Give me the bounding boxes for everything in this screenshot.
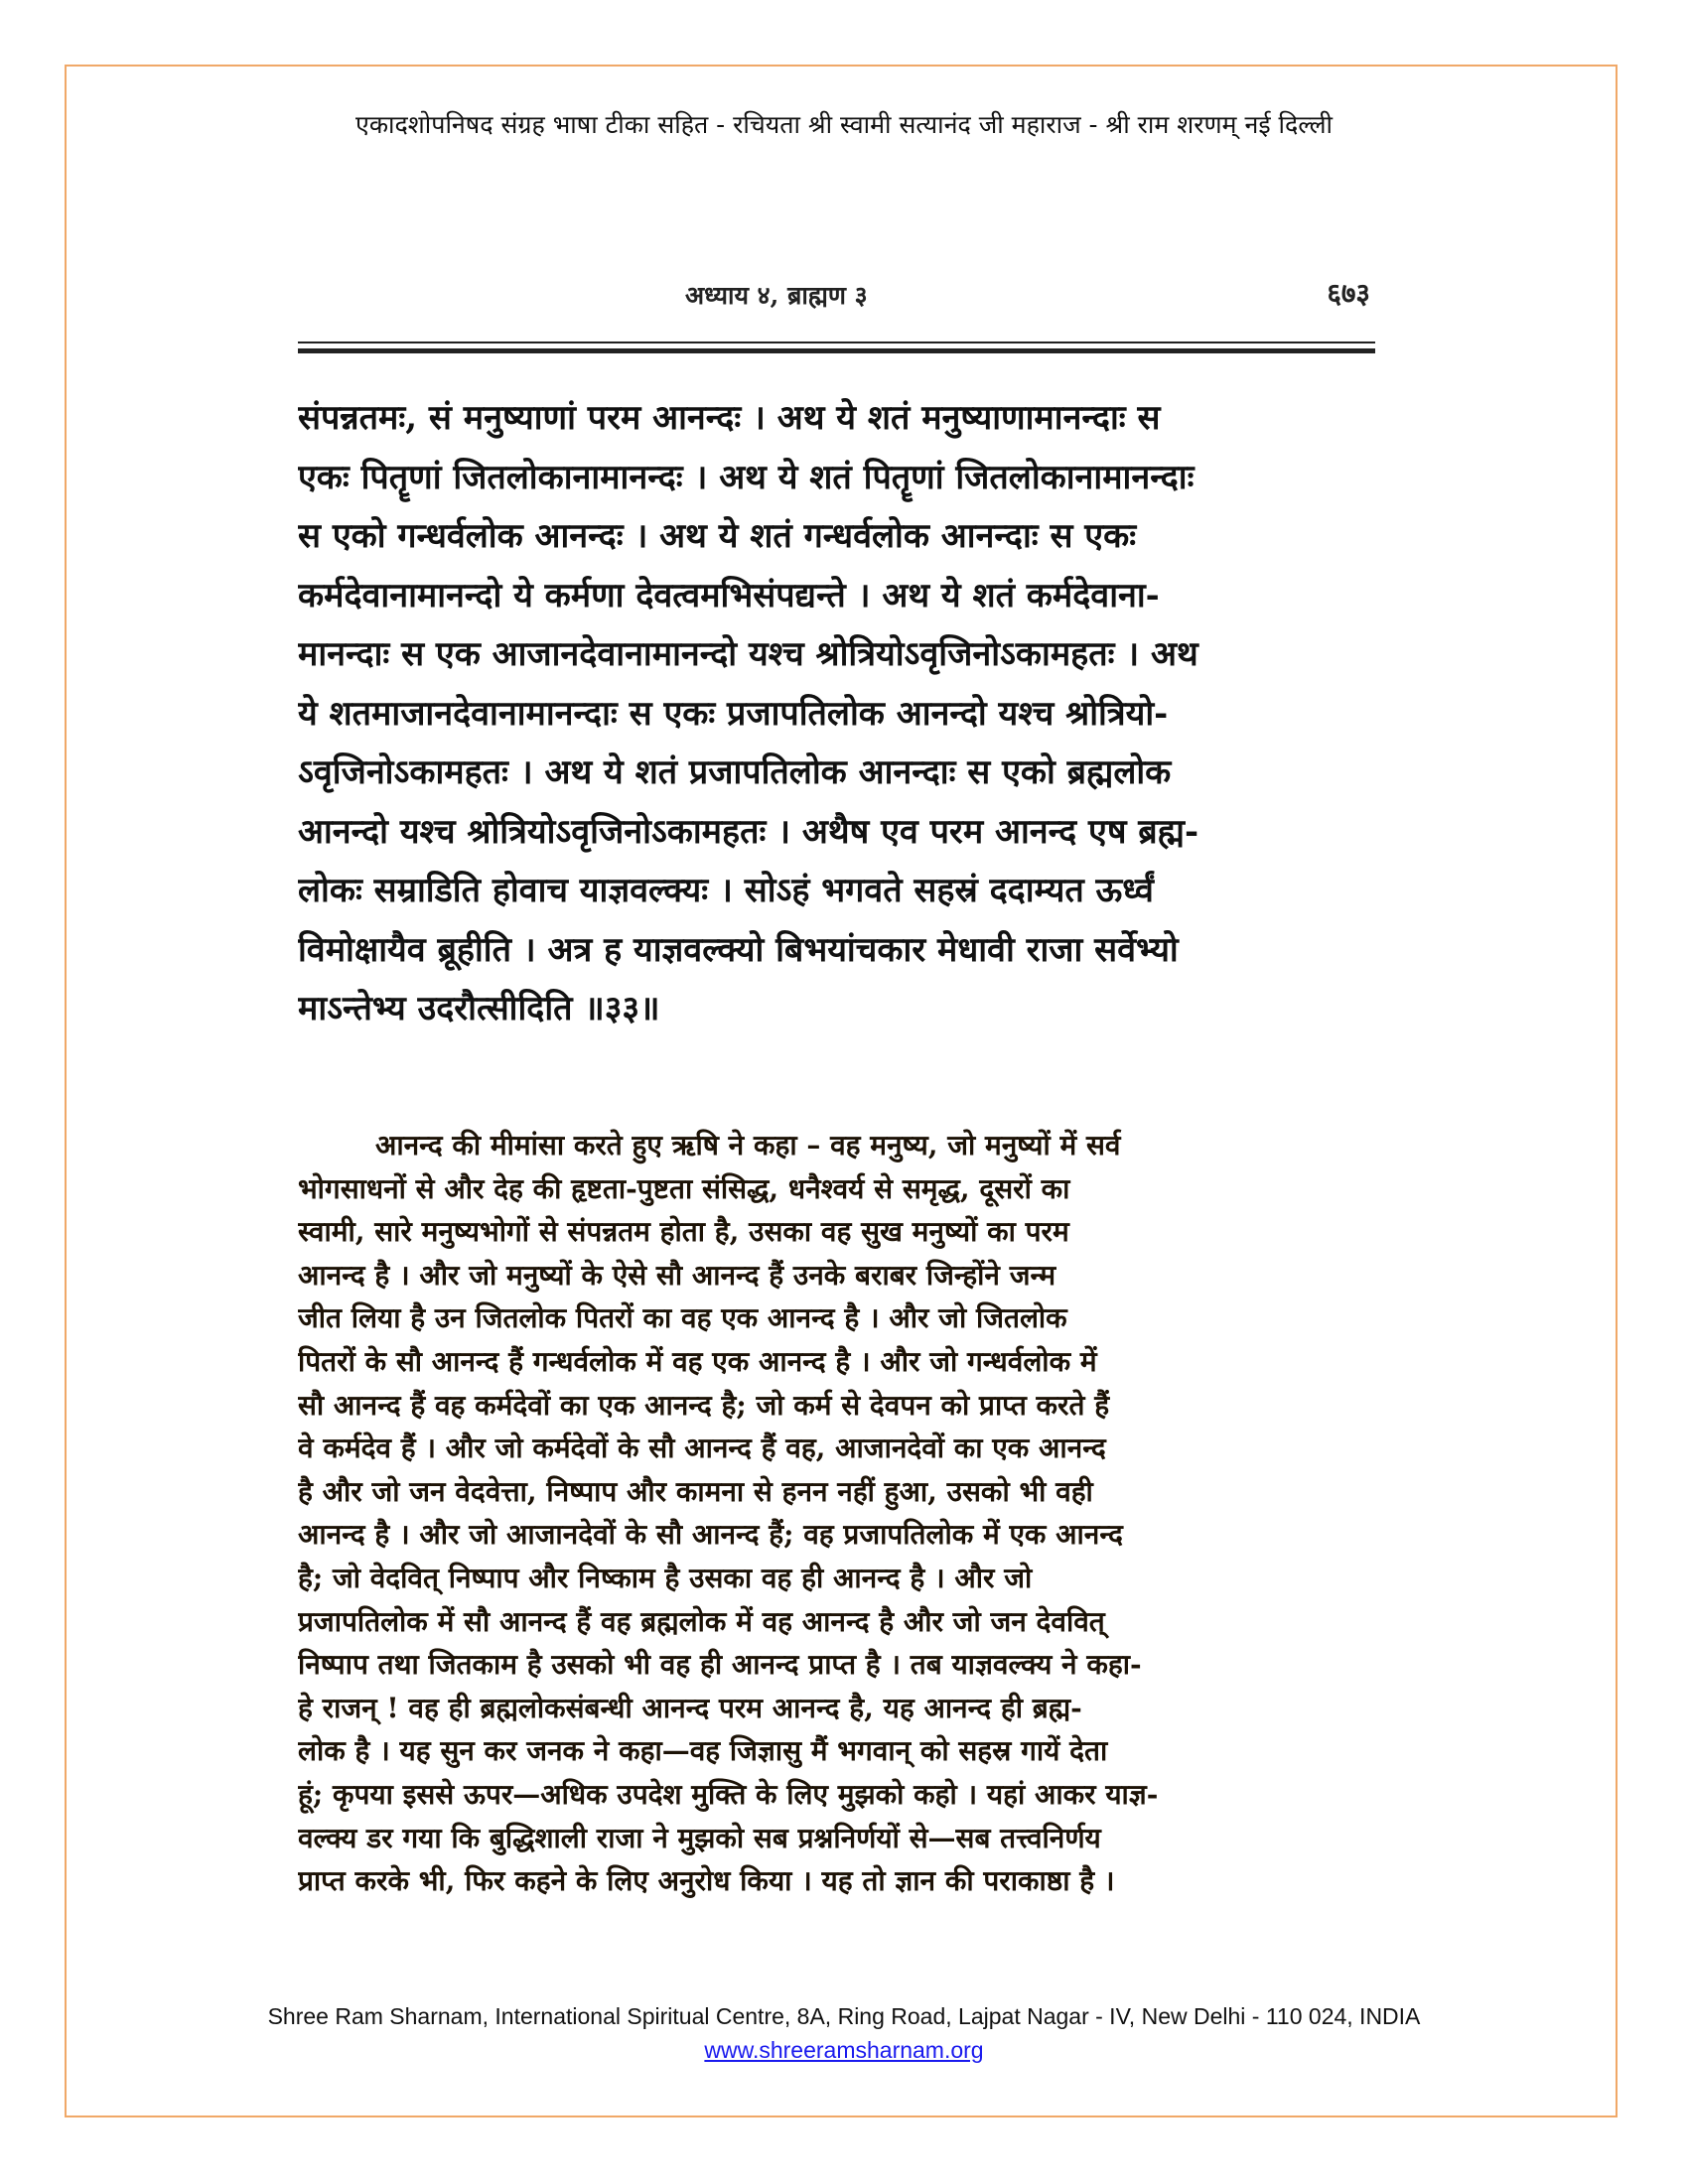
hindi-line: वे कर्मदेव हैं । और जो कर्मदेवों के सौ आनन्द हैं वह, आजानदेवों का एक आनन्द — [298, 1432, 1106, 1465]
hindi-commentary — [298, 1124, 1375, 1903]
book-page-number: ६७३ — [1327, 277, 1370, 310]
header-rule-thin — [298, 341, 1375, 343]
running-head — [298, 260, 1380, 320]
sanskrit-line: स एको गन्धर्वलोक आनन्दः । अथ ये शतं गन्धर्वलोक आनन्दाः स एकः — [298, 516, 1137, 556]
hindi-line: सौ आनन्द हैं वह कर्मदेवों का एक आनन्द है; जो कर्म से देवपन को प्राप्त करते हैं — [298, 1388, 1110, 1422]
sanskrit-line: कर्मदेवानामानन्दो ये कर्मणा देवत्वमभिसंपद्यन्ते । अथ ये शतं कर्मदेवाना- — [298, 575, 1160, 615]
sanskrit-verse — [298, 389, 1375, 1039]
chapter-heading: अध्याय ४, ब्राह्मण ३ — [685, 281, 868, 310]
hindi-line: लोक है । यह सुन कर जनक ने कहा—वह जिज्ञासु मैं भगवान् को सहस्र गायें देता — [298, 1734, 1108, 1768]
hindi-line: प्रजापतिलोक में सौ आनन्द हैं वह ब्रह्मलोक में वह आनन्द है और जो जन देववित् — [298, 1604, 1105, 1638]
hindi-line: आनन्द है । और जो आजानदेवों के सौ आनन्द हैं; वह प्रजापतिलोक में एक आनन्द — [298, 1518, 1123, 1552]
hindi-line: भोगसाधनों से और देह की हृष्टता-पुष्टता संसिद्ध, धनैश्वर्य से समृद्ध, दूसरों का — [298, 1171, 1070, 1205]
sanskrit-line: विमोक्षायैव ब्रूहीति । अत्र ह याज्ञवल्क्यो बिभयांचकार मेधावी राजा सर्वेभ्यो — [298, 929, 1179, 970]
hindi-line: स्वामी, सारे मनुष्यभोगों से संपन्नतम होता है, उसका वह सुख मनुष्यों का परम — [298, 1215, 1069, 1249]
header-rule-thick — [298, 348, 1375, 353]
hindi-line: जीत लिया है उन जितलोक पितरों का वह एक आनन्द है । और जो जितलोक — [298, 1301, 1067, 1335]
sanskrit-line: ये शतमाजानदेवानामानन्दाः स एकः प्रजापतिलोक आनन्दो यश्च श्रोत्रियो- — [298, 693, 1169, 734]
sanskrit-line: आनन्दो यश्च श्रोत्रियोऽवृजिनोऽकामहतः । अथैष एव परम आनन्द एष ब्रह्म- — [298, 811, 1199, 852]
hindi-line: वल्क्य डर गया कि बुद्धिशाली राजा ने मुझको सब प्रश्ननिर्णयों से—सब तत्त्वनिर्णय — [298, 1821, 1101, 1854]
sanskrit-line: मानन्दाः स एक आजानदेवानामानन्दो यश्च श्रोत्रियोऽवृजिनोऽकामहतः । अथ — [298, 634, 1198, 674]
sanskrit-line: एकः पितॄणां जितलोकानामानन्दः । अथ ये शतं पितॄणां जितलोकानामानन्दाः — [298, 457, 1195, 497]
footer-address: Shree Ram Sharnam, International Spiritual Centre, 8A, Ring Road, Lajpat Nagar - IV, New Delhi - 110 024, INDIA — [267, 2003, 1421, 2029]
footer-website — [0, 2037, 1688, 2064]
page-header-title: एकादशोपनिषद संग्रह भाषा टीका सहित - रचियता श्री स्वामी सत्यानंद जी महाराज - श्री राम शरणम् नई दिल्ली — [355, 110, 1333, 139]
hindi-line: निष्पाप तथा जितकाम है उसको भी वह ही आनन्द प्राप्त है । तब याज्ञवल्क्य ने कहा- — [298, 1648, 1142, 1682]
sanskrit-line: माऽन्तेभ्य उदरौत्सीदिति ॥३३॥ — [298, 989, 660, 1028]
sanskrit-line: संपन्नतमः, सं मनुष्याणां परम आनन्दः । अथ ये शतं मनुष्याणामानन्दाः स — [298, 398, 1161, 438]
sanskrit-line: लोकः सम्राडिति होवाच याज्ञवल्क्यः । सोऽहं भगवते सहस्रं ददाम्यत ऊर्ध्वं — [298, 871, 1154, 910]
hindi-line: हे राजन् ! वह ही ब्रह्मलोकसंबन्धी आनन्द परम आनन्द है, यह आनन्द ही ब्रह्म- — [298, 1691, 1082, 1724]
hindi-line: पितरों के सौ आनन्द हैं गन्धर्वलोक में वह एक आनन्द है । और जो गन्धर्वलोक में — [298, 1344, 1097, 1378]
scanned-book-page — [298, 260, 1380, 1987]
sanskrit-line: ऽवृजिनोऽकामहतः । अथ ये शतं प्रजापतिलोक आनन्दाः स एको ब्रह्मलोक — [298, 752, 1172, 792]
hindi-line: है; जो वेदवित् निष्पाप और निष्काम है उसका वह ही आनन्द है । और जो — [298, 1561, 1033, 1594]
hindi-line: हूं; कृपया इससे ऊपर—अधिक उपदेश मुक्ति के लिए मुझको कहो । यहां आकर याज्ञ- — [298, 1777, 1159, 1811]
website-link[interactable]: www.shreeramsharnam.org — [704, 2037, 984, 2063]
hindi-line: आनन्द की मीमांसा करते हुए ऋषि ने कहा – वह मनुष्य, जो मनुष्यों में सर्व — [375, 1129, 1121, 1161]
hindi-line: प्राप्त करके भी, फिर कहने के लिए अनुरोध किया । यह तो ज्ञान की पराकाष्ठा है । — [298, 1864, 1115, 1898]
hindi-line: आनन्द है । और जो मनुष्यों के ऐसे सौ आनन्द हैं उनके बराबर जिन्होंने जन्म — [298, 1258, 1056, 1292]
hindi-line: है और जो जन वेदवेत्ता, निष्पाप और कामना से हनन नहीं हुआ, उसको भी वही — [298, 1474, 1093, 1508]
